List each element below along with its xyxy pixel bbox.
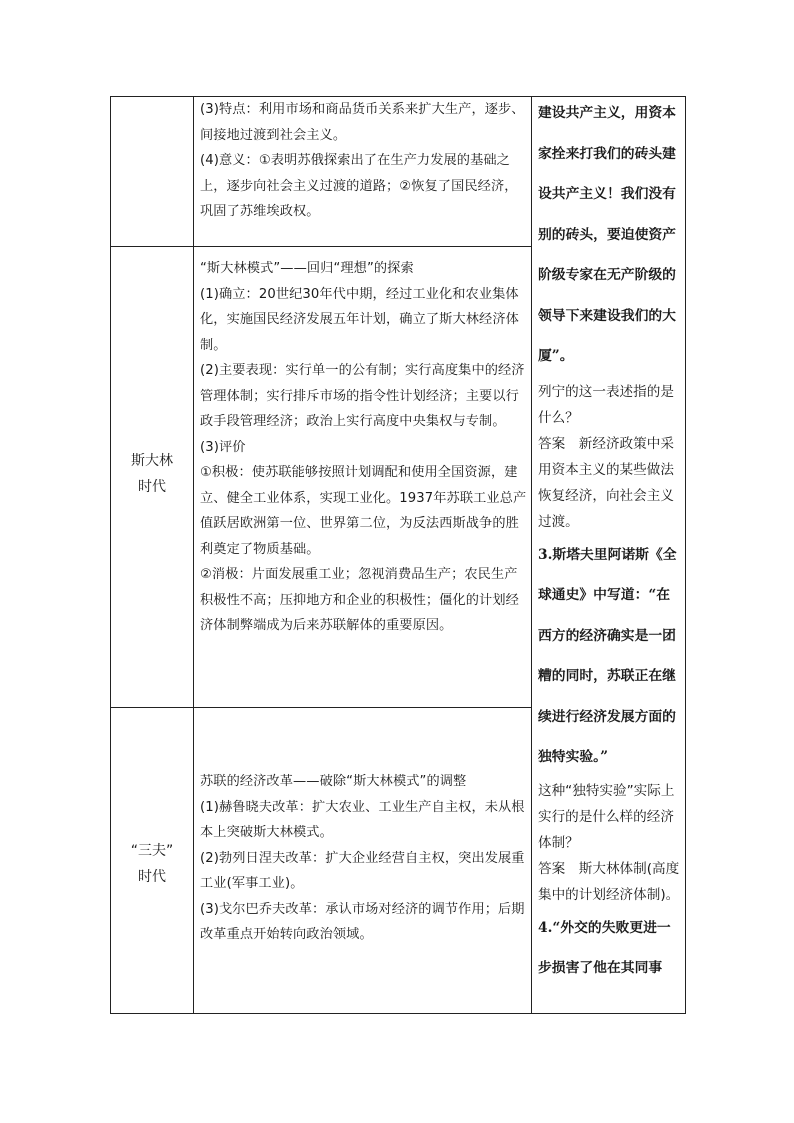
era-stalin [111, 448, 193, 500]
era-stalin-line-1: 斯大林 [131, 453, 173, 469]
row2-line-4: ①积极：使苏联能够按照计划调配和使用全国资源，建立、健全工业体系，实现工业化。1937年苏联工业总产值跃居欧洲第一位、世界第二位，为反法西斯战争的胜利奠定了物质基础。 [200, 465, 527, 557]
row1-content [200, 97, 528, 225]
side-quote-1: 建设共产主义，用资本家拴来打我们的砖头建设共产主义！我们没有别的砖头，要迫使资产阶级专家在无产阶级的领导下来建设我们的大厦”。 [538, 105, 676, 364]
era-three-men [111, 838, 193, 890]
row3-line-3: (3)戈尔巴乔夫改革：承认市场对经济的调节作用；后期改革重点开始转向政治领域。 [200, 901, 525, 942]
row3-line-2: (2)勃列日涅夫改革：扩大企业经营自主权，突出发展重工业(军事工业)。 [200, 850, 525, 891]
side-question-1: 列宁的这一表述指的是什么？ [538, 383, 674, 426]
era-stalin-line-2: 时代 [138, 479, 166, 495]
row2-line-5: ②消极：片面发展重工业；忽视消费品生产；农民生产积极性不高；压抑地方和企业的积极性；僵化的计划经济体制弊端成为后来苏联解体的重要原因。 [200, 567, 519, 633]
row-sep-2 [110, 707, 532, 708]
row2-content [200, 256, 528, 639]
side-column [538, 97, 680, 989]
col-sep-1 [193, 96, 194, 1014]
row2-line-1: (1)确立：20世纪30年代中期，经过工业化和农业集体化，实施国民经济发展五年计划，确立了斯大林经济体制。 [200, 286, 519, 353]
row3-line-1: (1)赫鲁晓夫改革：扩大农业、工业生产自主权，未从根本上突破斯大林模式。 [200, 799, 525, 840]
side-question-2: 这种“独特实验”实际上实行的是什么样的经济体制？ [538, 782, 675, 851]
col-sep-2 [531, 96, 532, 1014]
era-three-line-2: 时代 [138, 869, 166, 885]
side-answer-2: 答案 斯大林体制(高度集中的计划经济体制)。 [538, 860, 680, 903]
border-right [685, 96, 686, 1014]
row1-line-2: (4)意义：①表明苏俄探索出了在生产力发展的基础之上，逐步向社会主义过渡的道路；②恢复了国民经济，巩固了苏维埃政权。 [200, 153, 518, 219]
row-sep-1 [110, 246, 532, 247]
era-three-line-1: “三夫” [130, 843, 174, 859]
row1-line-1: (3)特点：利用市场和商品货币关系来扩大生产，逐步、间接地过渡到社会主义。 [200, 102, 525, 143]
border-bottom [110, 1013, 686, 1014]
row2-line-2: (2)主要表现：实行单一的公有制；实行高度集中的经济管理体制；实行排斥市场的指令性计划经济；主要以行政手段管理经济；政治上实行高度中央集权与专制。 [200, 363, 525, 429]
row3-content [200, 769, 528, 948]
row2-line-3: (3)评价 [200, 439, 246, 455]
side-quote-3: 4.“外交的失败更进一步损害了他在其同事 [538, 919, 671, 976]
side-answer-1: 答案 新经济政策中采用资本主义的某些做法恢复经济，向社会主义过渡。 [538, 435, 674, 530]
row2-heading: “斯大林模式”——回归“理想”的探索 [200, 261, 414, 276]
side-quote-2: 3.斯塔夫里阿诺斯《全球通史》中写道：“在西方的经济确实是一团糟的同时，苏联正在继续进行经济发展方面的独特实验。” [538, 546, 677, 765]
row3-heading: 苏联的经济改革——破除“斯大林模式”的调整 [200, 774, 467, 789]
